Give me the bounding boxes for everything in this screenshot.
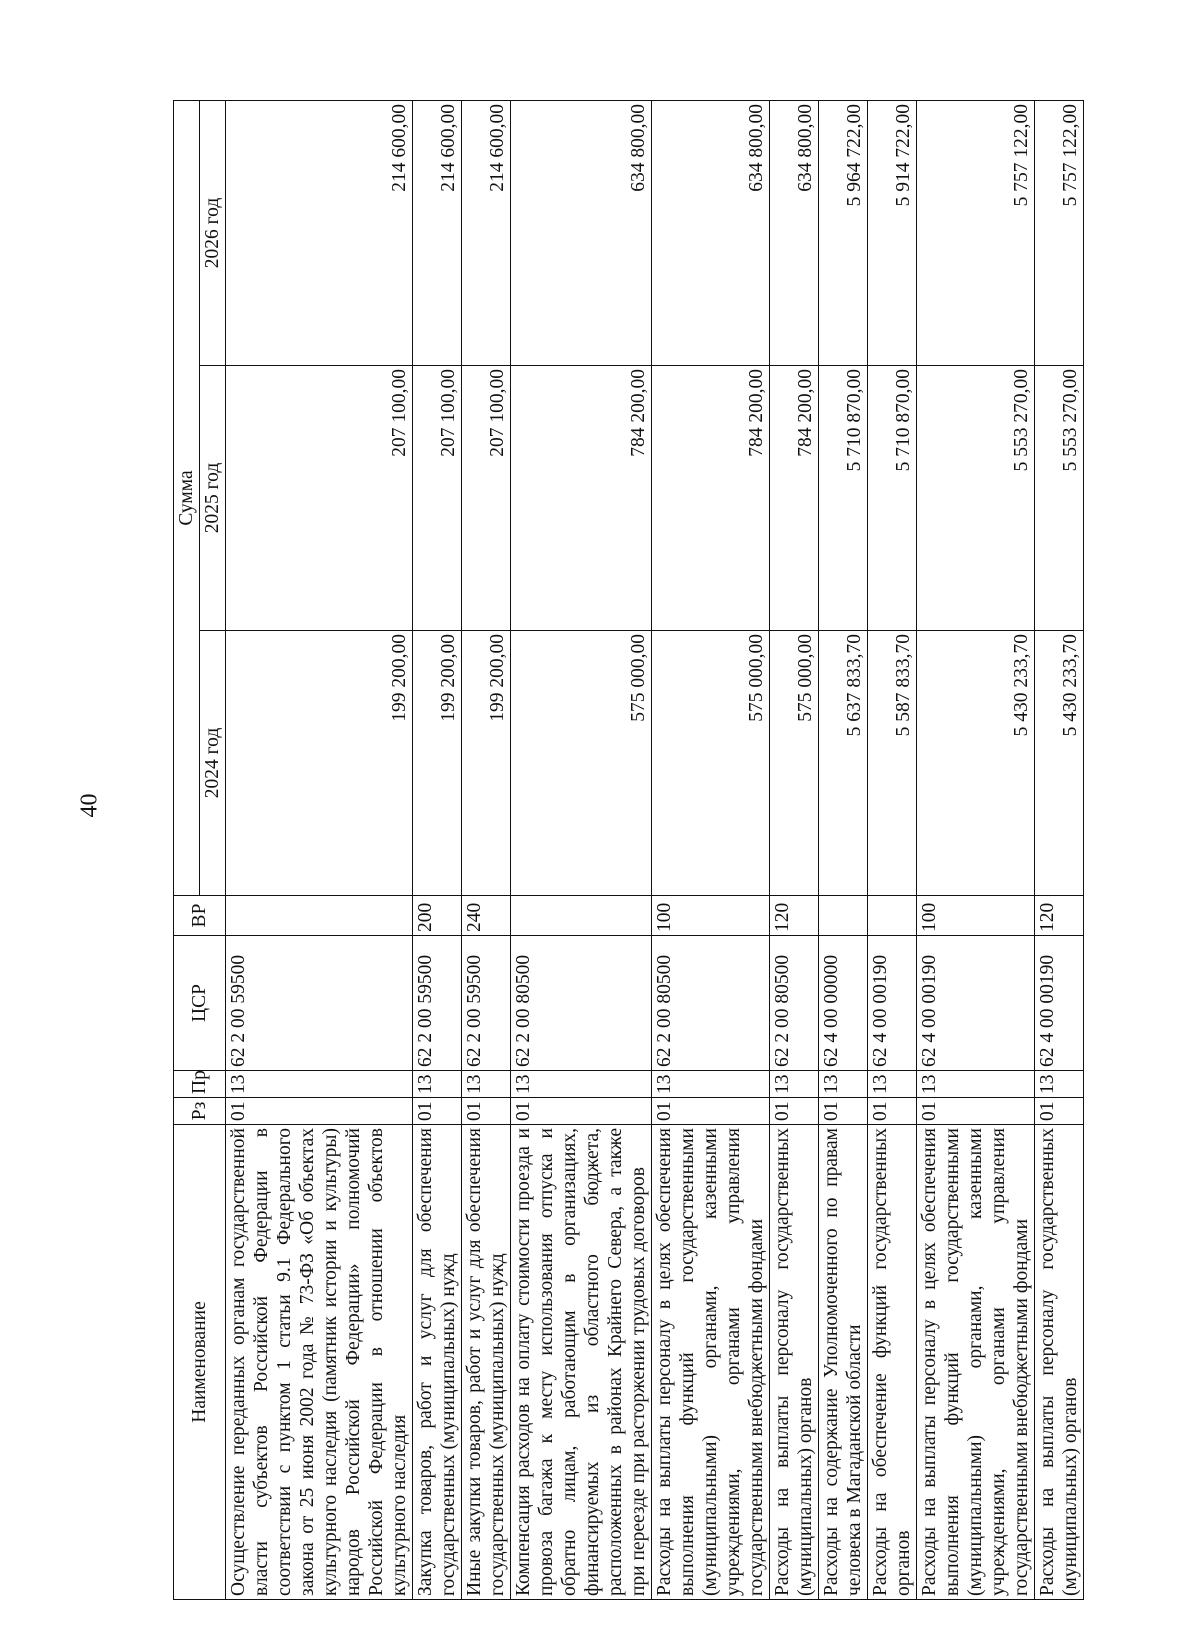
cell-2025: 784 200,00	[511, 366, 652, 631]
cell-2026: 5 757 122,00	[1035, 100, 1084, 365]
cell-rz: 01	[917, 1098, 1035, 1125]
cell-pr: 13	[917, 1071, 1035, 1098]
table-row	[917, 100, 1035, 1599]
cell-vr	[868, 896, 917, 936]
cell-2025: 207 100,00	[462, 366, 511, 631]
cell-2026: 5 914 722,00	[868, 100, 917, 365]
cell-name: Расходы на обеспечение функций государственных органов	[868, 1125, 917, 1600]
table-row	[462, 100, 511, 1599]
cell-rz: 01	[868, 1098, 917, 1125]
cell-pr: 13	[226, 1071, 413, 1098]
cell-2026: 5 757 122,00	[917, 100, 1035, 365]
cell-csr: 62 4 00 00190	[1035, 936, 1084, 1071]
cell-csr: 62 2 00 80500	[770, 936, 819, 1071]
cell-2024: 199 200,00	[462, 631, 511, 896]
cell-2024: 575 000,00	[770, 631, 819, 896]
cell-csr: 62 2 00 59500	[226, 936, 413, 1071]
cell-rz: 01	[511, 1098, 652, 1125]
cell-rz: 01	[413, 1098, 462, 1125]
cell-vr: 200	[413, 896, 462, 936]
cell-2026: 634 800,00	[652, 100, 770, 365]
cell-rz: 01	[226, 1098, 413, 1125]
cell-csr: 62 2 00 80500	[652, 936, 770, 1071]
cell-2026: 5 964 722,00	[819, 100, 868, 365]
cell-csr: 62 4 00 00190	[917, 936, 1035, 1071]
table-row	[226, 100, 413, 1599]
cell-pr: 13	[770, 1071, 819, 1098]
table-row	[819, 100, 868, 1599]
page-number: 40	[76, 793, 103, 818]
table-row	[770, 100, 819, 1599]
cell-vr: 120	[770, 896, 819, 936]
cell-name: Расходы на выплаты персоналу государственных (муниципальных) органов	[770, 1125, 819, 1600]
header-2026: 2026 год	[200, 100, 226, 365]
cell-2025: 784 200,00	[770, 366, 819, 631]
cell-vr	[511, 896, 652, 936]
header-vr: ВР	[174, 896, 226, 936]
cell-2024: 5 637 833,70	[819, 631, 868, 896]
cell-vr	[226, 896, 413, 936]
header-name: Наименование	[174, 1125, 226, 1600]
cell-2025: 5 710 870,00	[819, 366, 868, 631]
cell-csr: 62 4 00 00000	[819, 936, 868, 1071]
cell-2025: 784 200,00	[652, 366, 770, 631]
cell-vr: 120	[1035, 896, 1084, 936]
cell-2025: 5 710 870,00	[868, 366, 917, 631]
cell-2024: 5 587 833,70	[868, 631, 917, 896]
cell-pr: 13	[462, 1071, 511, 1098]
cell-csr: 62 2 00 59500	[462, 936, 511, 1071]
cell-vr	[819, 896, 868, 936]
cell-2024: 5 430 233,70	[1035, 631, 1084, 896]
table-row	[511, 100, 652, 1599]
cell-rz: 01	[770, 1098, 819, 1125]
cell-name: Расходы на выплаты персоналу в целях обеспечения выполнения функций государственными (муниципальными) органами, казенными учреждениями, органами управления государственными внебюджетными фондами	[917, 1125, 1035, 1600]
table-row	[868, 100, 917, 1599]
budget-table	[173, 100, 1084, 1600]
cell-csr: 62 2 00 59500	[413, 936, 462, 1071]
cell-name: Осуществление переданных органам государственной власти субъектов Российской Федерации в соответствии с пунктом 1 статьи 9.1 Федерального закона от 25 июня 2002 года № 73-ФЗ «Об объектах культурного наследия (памятник истории и культуры) народов Российской Федерации» полномочий Российской Федерации в отношении объектов культурного наследия	[226, 1125, 413, 1600]
cell-2024: 575 000,00	[652, 631, 770, 896]
cell-2024: 5 430 233,70	[917, 631, 1035, 896]
cell-2026: 214 600,00	[226, 100, 413, 365]
cell-vr: 100	[917, 896, 1035, 936]
cell-name: Расходы на выплаты персоналу государственных (муниципальных) органов	[1035, 1125, 1084, 1600]
cell-name: Иные закупки товаров, работ и услуг для обеспечения государственных (муниципальных) нужд	[462, 1125, 511, 1600]
cell-csr: 62 4 00 00190	[868, 936, 917, 1071]
cell-vr: 240	[462, 896, 511, 936]
header-2025: 2025 год	[200, 366, 226, 631]
table-row	[413, 100, 462, 1599]
table-row	[1035, 100, 1084, 1599]
cell-2026: 214 600,00	[413, 100, 462, 365]
cell-pr: 13	[652, 1071, 770, 1098]
cell-2024: 575 000,00	[511, 631, 652, 896]
cell-pr: 13	[868, 1071, 917, 1098]
cell-2024: 199 200,00	[413, 631, 462, 896]
cell-csr: 62 2 00 80500	[511, 936, 652, 1071]
header-2024: 2024 год	[200, 631, 226, 896]
cell-2024: 199 200,00	[226, 631, 413, 896]
cell-2025: 5 553 270,00	[917, 366, 1035, 631]
cell-rz: 01	[652, 1098, 770, 1125]
cell-vr: 100	[652, 896, 770, 936]
cell-pr: 13	[511, 1071, 652, 1098]
cell-rz: 01	[819, 1098, 868, 1125]
rotated-page-content	[173, 100, 1081, 1600]
table-header	[174, 100, 226, 1599]
cell-2026: 634 800,00	[770, 100, 819, 365]
table-row	[652, 100, 770, 1599]
cell-2025: 207 100,00	[226, 366, 413, 631]
header-csr: ЦСР	[174, 936, 226, 1071]
cell-2026: 214 600,00	[462, 100, 511, 365]
header-pr: Пр	[174, 1071, 226, 1098]
cell-name: Расходы на выплаты персоналу в целях обеспечения выполнения функций государственными (муниципальными) органами, казенными учреждениями, органами управления государственными внебюджетными фондами	[652, 1125, 770, 1600]
cell-2025: 5 553 270,00	[1035, 366, 1084, 631]
header-rz: Рз	[174, 1098, 226, 1125]
cell-pr: 13	[1035, 1071, 1084, 1098]
cell-2025: 207 100,00	[413, 366, 462, 631]
cell-name: Закупка товаров, работ и услуг для обеспечения государственных (муниципальных) нужд	[413, 1125, 462, 1600]
cell-name: Компенсация расходов на оплату стоимости проезда и провоза багажа к месту использования отпуска и обратно лицам, работающим в организациях, финансируемых из областного бюджета, расположенных в районах Крайнего Севера, а также при переезде при расторжении трудовых договоров	[511, 1125, 652, 1600]
cell-pr: 13	[413, 1071, 462, 1098]
cell-pr: 13	[819, 1071, 868, 1098]
cell-2026: 634 800,00	[511, 100, 652, 365]
table-body	[226, 100, 1084, 1599]
cell-rz: 01	[1035, 1098, 1084, 1125]
cell-rz: 01	[462, 1098, 511, 1125]
header-sum: Сумма	[174, 100, 200, 895]
cell-name: Расходы на содержание Уполномоченного по правам человека в Магаданской области	[819, 1125, 868, 1600]
